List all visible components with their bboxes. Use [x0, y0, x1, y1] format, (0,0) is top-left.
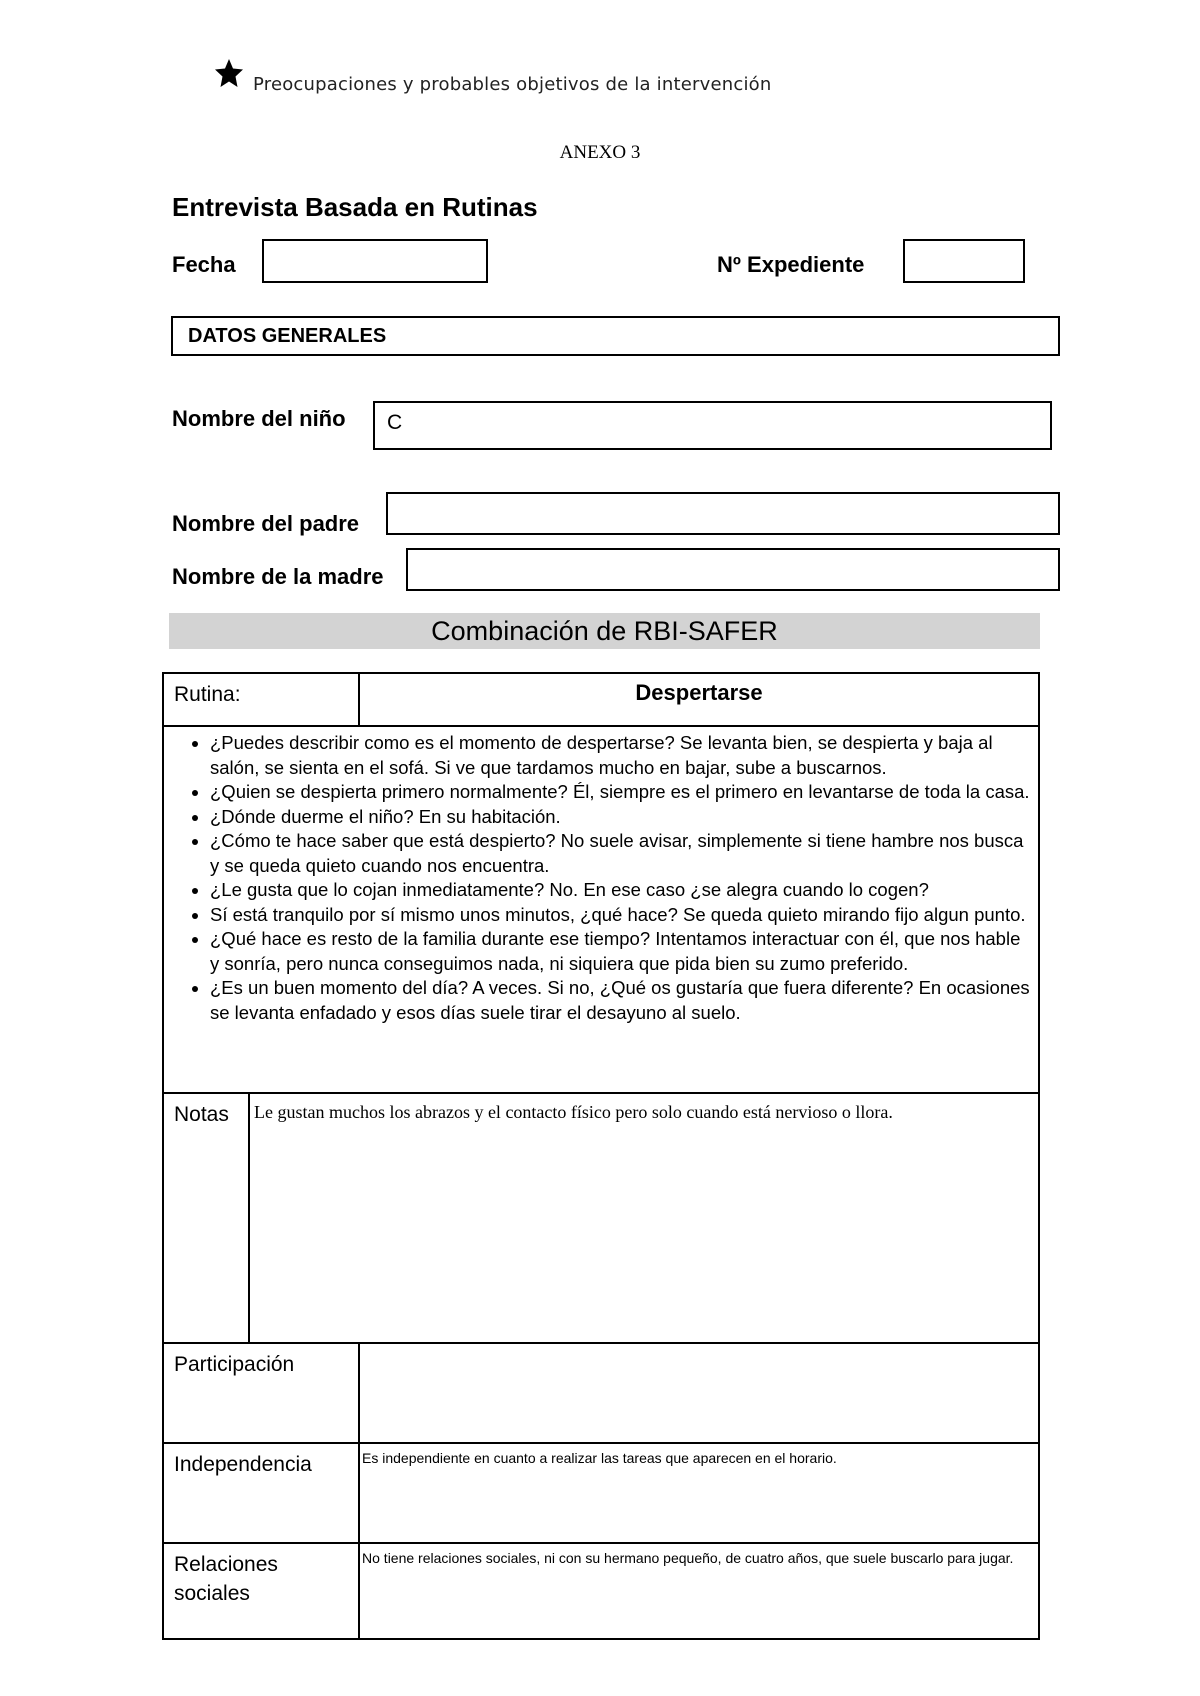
star-icon [214, 58, 244, 88]
page-title: Entrevista Basada en Rutinas [172, 192, 538, 222]
relaciones-label: Relaciones sociales [163, 1543, 359, 1639]
question-item: • ¿Cómo te hace saber que está despierto? No suele avisar, simplemente si tiene hambre nos busca y se queda quieto cuando nos encuentra. [210, 829, 1034, 878]
questions-list [164, 727, 1038, 1025]
independencia-label: Independencia [163, 1443, 359, 1543]
nino-field[interactable]: C [373, 401, 1052, 450]
question-item: • ¿Quien se despierta primero normalmente? Él, siempre es el primero en levantarse de toda la casa. [210, 780, 1034, 805]
fecha-field[interactable] [262, 239, 488, 283]
expediente-field[interactable] [903, 239, 1025, 283]
rutina-value: Despertarse [359, 673, 1039, 726]
padre-field[interactable] [386, 492, 1060, 535]
padre-label: Nombre del padre [172, 511, 360, 536]
section-general-header: DATOS GENERALES [171, 316, 1060, 356]
participacion-value[interactable] [359, 1343, 1039, 1443]
rutina-label: Rutina: [163, 673, 359, 726]
rbi-safer-banner: Combinación de RBI-SAFER [169, 613, 1040, 649]
question-item: • ¿Dónde duerme el niño? En su habitación. [210, 805, 1034, 830]
question-item: • Sí está tranquilo por sí mismo unos minutos, ¿qué hace? Se queda quieto mirando fijo algun punto. [210, 903, 1034, 928]
question-item: • ¿Le gusta que lo cojan inmediatamente? No. En ese caso ¿se alegra cuando lo cogen? [210, 878, 1034, 903]
question-item: • ¿Qué hace es resto de la familia durante ese tiempo? Intentamos interactuar con él, que nos hable y sonría, pero nunca conseguimos nada, ni siquiera que pida bien su zumo preferido. [210, 927, 1034, 976]
madre-field[interactable] [406, 548, 1060, 591]
header-note: Preocupaciones y probables objetivos de la intervención [253, 74, 772, 95]
fecha-label: Fecha [172, 252, 236, 277]
madre-label: Nombre de la madre [172, 564, 384, 589]
question-item: • ¿Puedes describir como es el momento de despertarse? Se levanta bien, se despierta y baja al salón, se sienta en el sofá. Si ve que tardamos mucho en bajar, sube a buscarnos. [210, 731, 1034, 780]
relaciones-value[interactable]: No tiene relaciones sociales, ni con su hermano pequeño, de cuatro años, que suele buscarlo para jugar. [359, 1543, 1039, 1639]
nino-label: Nombre del niño [172, 406, 346, 431]
questions-cell [163, 726, 1039, 1093]
routine-table [162, 672, 1040, 1640]
notas-value[interactable]: Le gustan muchos los abrazos y el contacto físico pero solo cuando está nervioso o llora. [249, 1093, 1039, 1343]
question-item: • ¿Es un buen momento del día? A veces. Si no, ¿Qué os gustaría que fuera diferente? En ocasiones se levanta enfadado y esos días suele tirar el desayuno al suelo. [210, 976, 1034, 1025]
annex-label: ANEXO 3 [559, 142, 641, 163]
expediente-label: Nº Expediente [717, 252, 865, 277]
participacion-label: Participación [163, 1343, 359, 1443]
notas-label: Notas [163, 1093, 249, 1343]
independencia-value[interactable]: Es independiente en cuanto a realizar las tareas que aparecen en el horario. [359, 1443, 1039, 1543]
